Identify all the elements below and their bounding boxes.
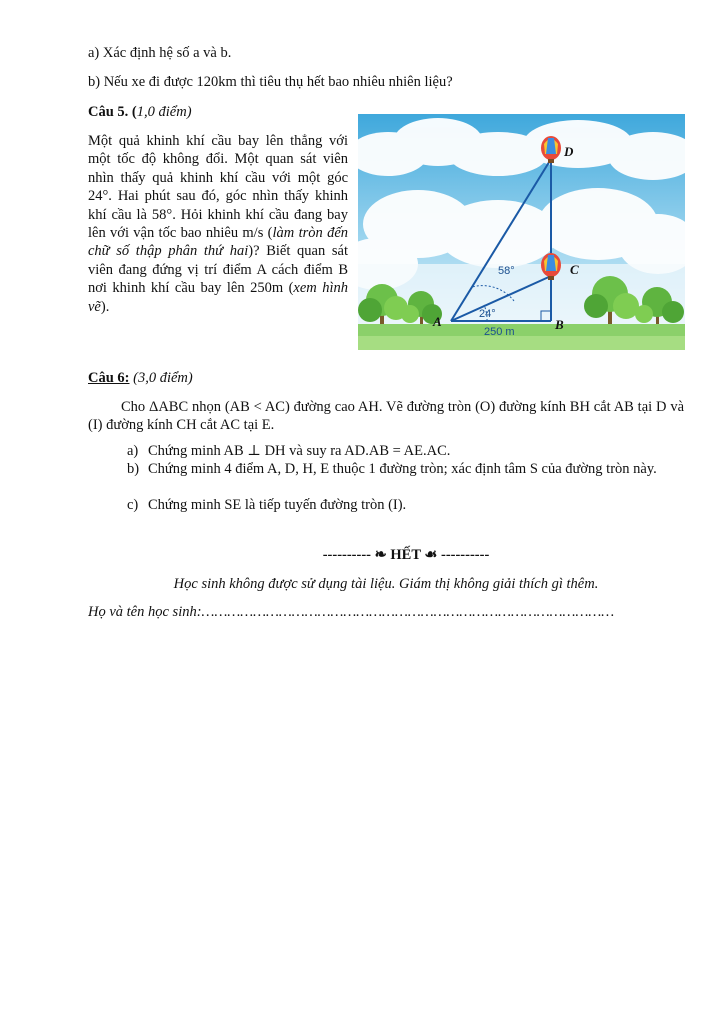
q6-heading (88, 369, 193, 387)
distance-label: 250 m (484, 326, 515, 338)
q6-item-c-label: c) (127, 497, 139, 513)
angle-58-label: 58° (498, 265, 515, 277)
label-d: D (564, 144, 574, 159)
q6-points: (3,0 điểm) (133, 370, 193, 386)
student-name-line: Họ và tên học sinh:…………………………………………………………………………………… (88, 604, 615, 620)
angle-24-label: 24° (479, 308, 496, 320)
q5-title: Câu 5. ( (88, 104, 137, 120)
q5-points: 1,0 điểm (136, 104, 187, 120)
q6-item-c-text: Chứng minh SE là tiếp tuyến đường tròn (I). (148, 497, 407, 513)
balloon-figure (358, 114, 685, 350)
q5-body-2: )? Biết quan sát viên đang đứng vị trí điểm A cách điểm B nơi khinh khí cầu bay lên 250m ( (88, 243, 348, 297)
q5-body-1: Một quả khinh khí cầu bay lên thẳng với một tốc độ không đổi. Một quan sát viên nhìn thấy quả khinh khí cầu với một góc 24°. Hai phút sau đó, góc nhìn thấy khinh khí cầu là 58°. Hỏi khinh khí cầu đang bay lên với vận tốc bao nhiêu m/s ( (88, 133, 348, 242)
footer-note: Học sinh không được sử dụng tài liệu. Giám thị không giải thích gì thêm. (173, 576, 599, 592)
q5-heading (88, 103, 192, 121)
q4-part-b: b) Nếu xe đi được 120km thì tiêu thụ hết bao nhiêu nhiên liệu? (88, 74, 453, 90)
q5-body (88, 132, 348, 316)
q6-item-a-text: Chứng minh AB ⊥ DH và suy ra AD.AB = AE.AC. (148, 443, 451, 459)
q4-part-a: a) Xác định hệ số a và b. (88, 45, 232, 61)
grass-light (358, 336, 685, 350)
q6-item-a-label: a) (127, 443, 139, 459)
label-c: C (570, 262, 579, 277)
end-marker: ---------- ❧ HẾT ☙ ---------- (322, 547, 490, 563)
q6-intro: Cho ΔABC nhọn (AB < AC) đường cao AH. Vẽ đường tròn (O) đường kính BH cắt AB tại D và (I) đường kính CH cắt AC tại E. (88, 399, 684, 433)
q6-title: Câu 6: (88, 370, 130, 386)
q5-italic-1: làm tròn đến chữ số thập phân thứ hai (88, 225, 348, 260)
q5-points-close: ) (186, 104, 192, 120)
q6-item-b-text: Chứng minh 4 điểm A, D, H, E thuộc 1 đường tròn; xác định tâm S của đường tròn này. (148, 461, 657, 477)
q5-italic-2: xem hình vẽ (88, 280, 348, 315)
label-a: A (433, 314, 442, 329)
label-b: B (555, 317, 564, 332)
q5-body-3: ). (100, 298, 110, 315)
q6-item-b-label: b) (127, 461, 140, 477)
